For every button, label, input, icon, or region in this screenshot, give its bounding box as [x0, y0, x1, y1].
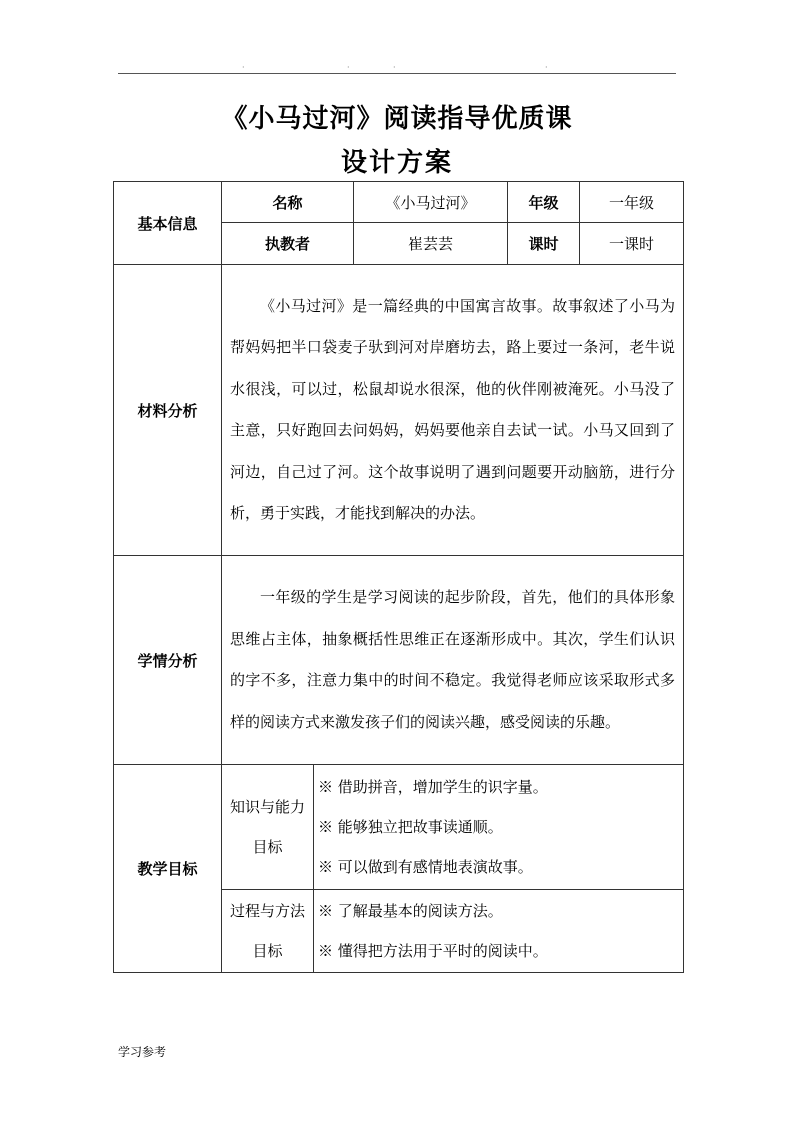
period-label: 课时 — [508, 223, 580, 265]
header-dot: · — [393, 63, 396, 72]
goal-item: ※ 能够独立把故事读通顺。 — [318, 818, 503, 836]
process-method-label — [222, 890, 314, 973]
knowledge-ability-goals — [314, 765, 684, 890]
process-method-label-text: 过程与方法目标 — [230, 902, 306, 960]
header-rule — [118, 73, 676, 74]
material-analysis-cell — [222, 265, 684, 556]
knowledge-ability-label-text: 知识与能力目标 — [230, 798, 306, 856]
grade-value: 一年级 — [580, 182, 684, 223]
goal-item: ※ 了解最基本的阅读方法。 — [318, 902, 503, 920]
teacher-value: 崔芸芸 — [354, 223, 508, 265]
footer-text: 学习参考 — [118, 1045, 167, 1059]
learner-analysis-text: 一年级的学生是学习阅读的起步阶段，首先，他们的具体形象思维占主体，抽象概括性思维正在逐渐形成中。其次，学生们认识的字不多，注意力集中的时间不稳定。我觉得老师应该采取形式多样的阅读方式来激发孩子们的阅读兴趣，感受阅读的乐趣。 — [230, 588, 676, 731]
header-dot: · — [545, 63, 548, 72]
basic-info-label: 基本信息 — [114, 182, 222, 265]
material-analysis-text: 《小马过河》是一篇经典的中国寓言故事。故事叙述了小马为帮妈妈把半口袋麦子驮到河对岸磨坊去，路上要过一条河，老牛说水很浅，可以过，松鼠却说水很深，他的伙伴刚被淹死。小马没了主意，只好跑回去问妈妈，妈妈要他亲自去试一试。小马又回到了河边，自己过了河。这个故事说明了遇到问题要开动脑筋，进行分析，勇于实践，才能找到解决的办法。 — [230, 296, 676, 522]
process-method-goals — [314, 890, 684, 973]
knowledge-ability-label — [222, 765, 314, 890]
name-value: 《小马过河》 — [354, 182, 508, 223]
teacher-label: 执教者 — [222, 223, 354, 265]
document-subtitle: 设计方案 — [340, 148, 453, 178]
name-label: 名称 — [222, 182, 354, 223]
goal-item: ※ 可以做到有感情地表演故事。 — [318, 858, 533, 876]
grade-label: 年级 — [508, 182, 580, 223]
learner-analysis-label: 学情分析 — [114, 556, 222, 765]
header-dot: · — [242, 63, 245, 72]
document-title: 《小马过河》阅读指导优质课 — [221, 104, 573, 134]
goal-item: ※ 借助拼音，增加学生的识字量。 — [318, 778, 548, 796]
teaching-goals-label: 教学目标 — [114, 765, 222, 973]
learner-analysis-cell — [222, 556, 684, 765]
goal-item: ※ 懂得把方法用于平时的阅读中。 — [318, 942, 548, 960]
lesson-plan-table — [113, 181, 684, 973]
header-dot: · — [347, 63, 350, 72]
period-value: 一课时 — [580, 223, 684, 265]
material-analysis-label: 材料分析 — [114, 265, 222, 556]
